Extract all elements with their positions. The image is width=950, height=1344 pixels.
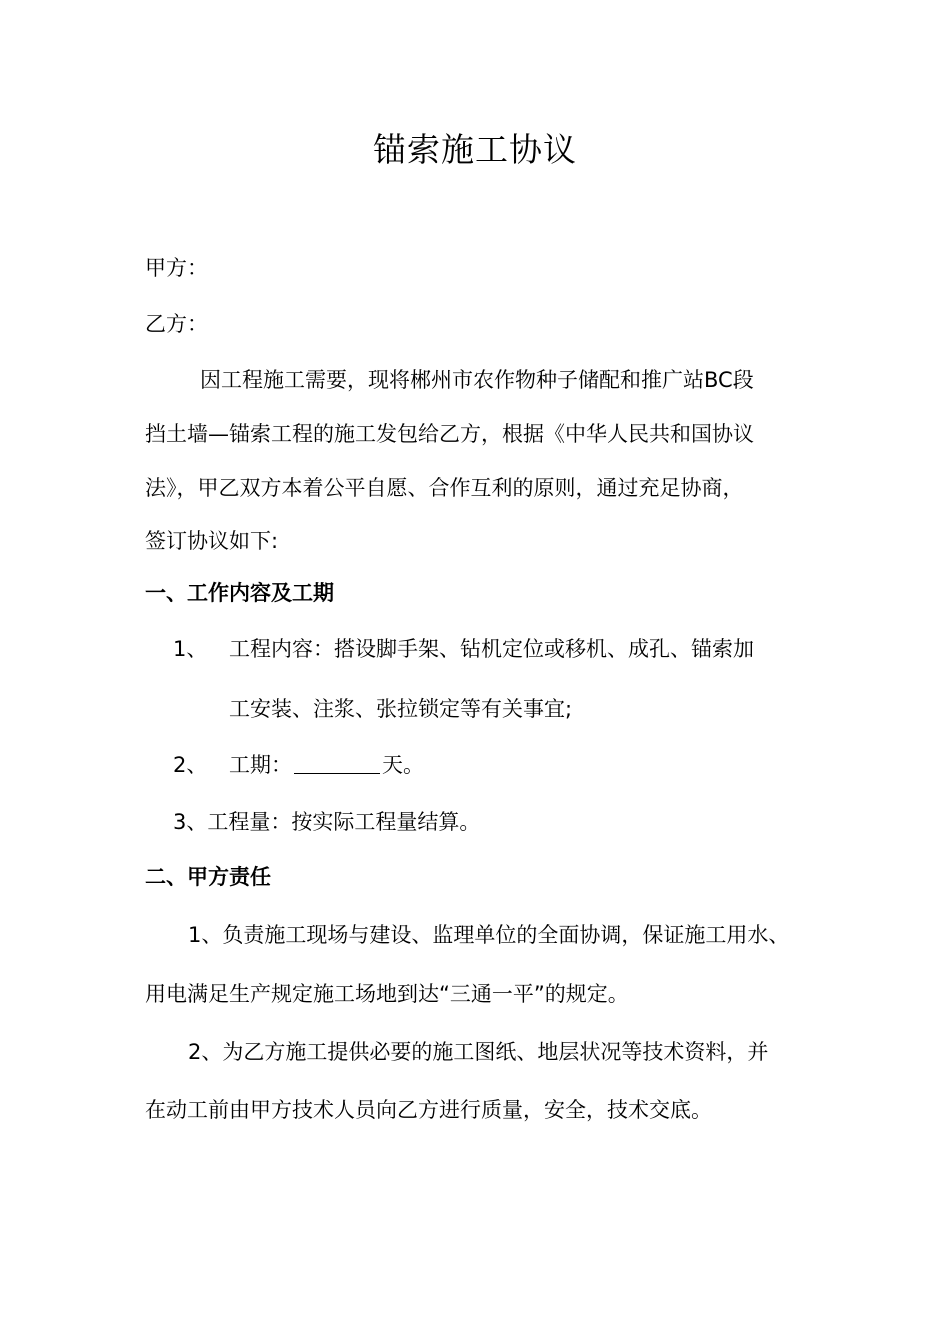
section-heading-work: 一、工作内容及工期 (145, 581, 334, 605)
work-item-1-number: 1、 (173, 637, 208, 661)
work-item-2-number: 2、 (173, 753, 208, 777)
work-item-1-continuation: 工安装、注浆、张拉锁定等有关事宜; (229, 697, 573, 721)
party-b-label: 乙方： (145, 312, 208, 336)
work-item-3: 3、工程量：按实际工程量结算。 (173, 810, 481, 834)
intro-line: 法》，甲乙双方本着公平自愿、合作互利的原则，通过充足协商， (145, 476, 744, 500)
party-a-label: 甲方： (145, 256, 208, 280)
work-item-1-text: 工程内容：搭设脚手架、钻机定位或移机、成孔、锚索加 (229, 637, 754, 661)
intro-line: 签订协议如下: (145, 529, 279, 553)
section-heading-party-a: 二、甲方责任 (145, 865, 271, 889)
work-item-2 (173, 750, 424, 780)
duty-item-1: 1、负责施工现场与建设、监理单位的全面协调，保证施工用水、 (188, 923, 790, 947)
duty-item-2: 2、为乙方施工提供必要的施工图纸、地层状况等技术资料，并 (188, 1040, 769, 1064)
duration-unit: 天。 (382, 753, 424, 777)
duty-item-2-continuation: 在动工前由甲方技术人员向乙方进行质量，安全，技术交底。 (145, 1098, 712, 1122)
duty-item-1-continuation: 用电满足生产规定施工场地到达“三通一平”的规定。 (145, 982, 629, 1006)
duration-label: 工期： (229, 753, 292, 777)
work-item-1 (173, 634, 754, 664)
intro-line: 挡土墙—锚索工程的施工发包给乙方，根据《中华人民共和国协议 (145, 422, 754, 446)
document-title: 锚索施工协议 (373, 130, 577, 169)
duration-blank (294, 753, 380, 774)
intro-line: 因工程施工需要，现将郴州市农作物种子储配和推广站BC段 (200, 368, 754, 392)
